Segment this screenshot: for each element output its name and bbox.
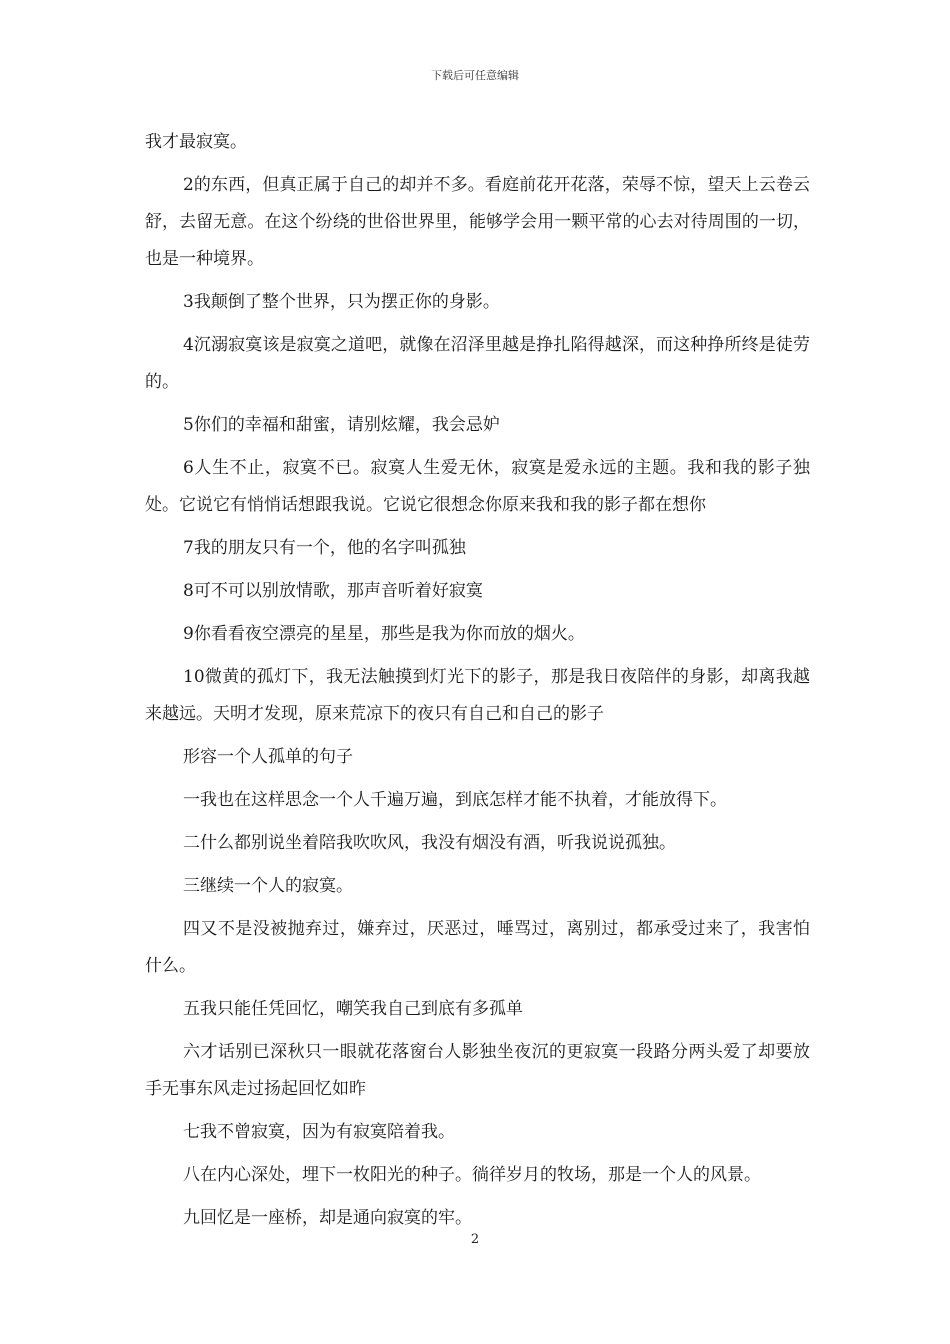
paragraph-2: 3我颠倒了整个世界，只为摆正你的身影。 [183,292,500,312]
paragraph-8: 9你看看夜空漂亮的星星，那些是我为你而放的烟火。 [183,624,585,644]
paragraph-6: 7我的朋友只有一个，他的名字叫孤独 [183,538,466,558]
paragraph-17: 七我不曾寂寞，因为有寂寞陪着我。 [183,1122,455,1142]
paragraph-14: 四又不是没被抛弃过，嫌弃过，厌恶过，唾骂过，离别过，都承受过来了，我害怕什么。 [145,919,810,976]
paragraph-11: 一我也在这样思念一个人千遍万遍，到底怎样才能不执着，才能放得下。 [183,790,727,810]
paragraph-1: 2的东西，但真正属于自己的却并不多。看庭前花开花落，荣辱不惊，望天上云卷云舒，去留无意。在这个纷绕的世俗世界里，能够学会用一颗平常的心去对待周围的一切，也是一种境界。 [145,175,810,269]
paragraph-7: 8可不可以别放情歌，那声音听着好寂寞 [183,581,483,601]
paragraph-12: 二什么都别说坐着陪我吹吹风，我没有烟没有酒，听我说说孤独。 [183,833,676,853]
paragraph-0: 我才最寂寞。 [145,132,247,152]
paragraph-5: 6人生不止，寂寞不已。寂寞人生爱无休，寂寞是爱永远的主题。我和我的影子独处。它说它有悄悄话想跟我说。它说它很想念你原来我和我的影子都在想你 [145,458,810,515]
paragraph-19: 九回忆是一座桥，却是通向寂寞的牢。 [183,1208,472,1228]
paragraph-4: 5你们的幸福和甜蜜，请别炫耀，我会忌妒 [183,415,500,435]
page-number: 2 [470,1232,480,1247]
paragraph-3: 4沉溺寂寞该是寂寞之道吧，就像在沼泽里越是挣扎陷得越深，而这种挣所终是徒劳的。 [145,335,810,392]
paragraph-9: 10微黄的孤灯下，我无法触摸到灯光下的影子，那是我日夜陪伴的身影，却离我越来越远。天明才发现，原来荒凉下的夜只有自己和自己的影子 [145,667,810,724]
paragraph-10: 形容一个人孤单的句子 [183,747,353,767]
paragraph-18: 八在内心深处，埋下一枚阳光的种子。徜徉岁月的牧场，那是一个人的风景。 [183,1165,761,1185]
paragraph-13: 三继续一个人的寂寞。 [183,876,353,896]
paragraph-15: 五我只能任凭回忆，嘲笑我自己到底有多孤单 [183,999,523,1019]
document-body [145,124,810,1237]
paragraph-16: 六才话别已深秋只一眼就花落窗台人影独坐夜沉的更寂寞一段路分两头爱了却要放手无事东风走过扬起回忆如昨 [145,1042,810,1099]
page-header: 下载后可任意编辑 [431,69,519,82]
